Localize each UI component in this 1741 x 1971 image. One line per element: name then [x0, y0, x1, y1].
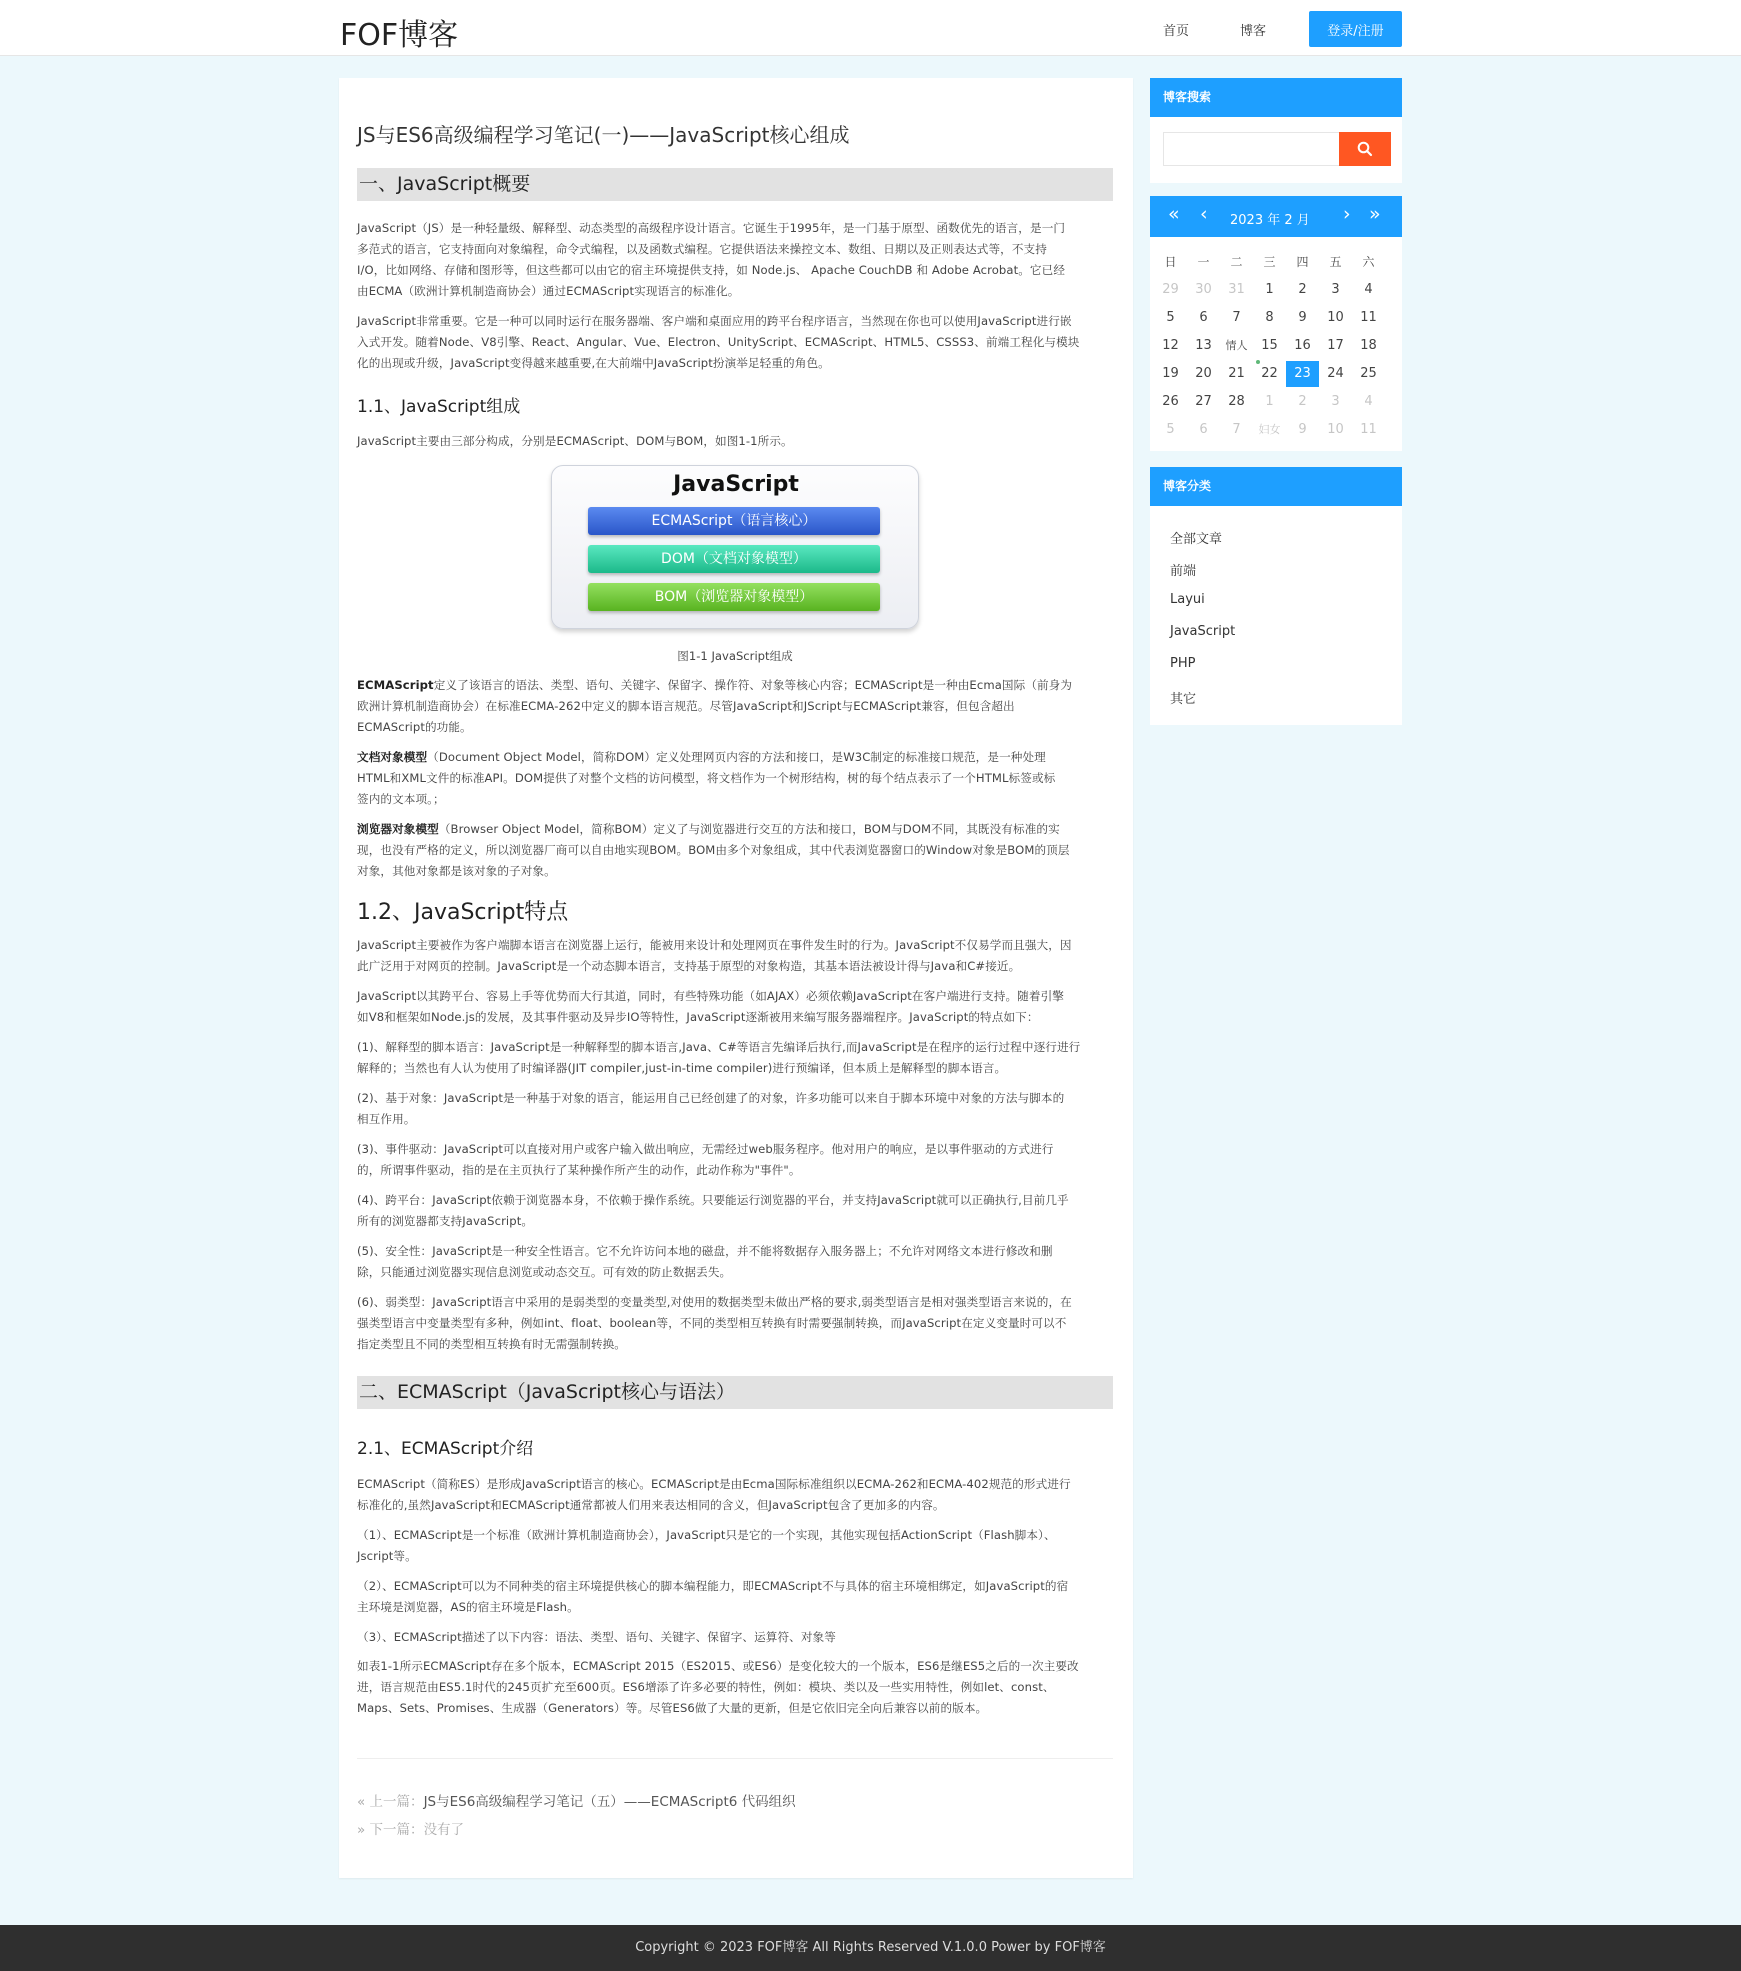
prev-month-icon[interactable]: ‹: [1200, 203, 1208, 225]
subsection-heading: 2.1、ECMAScript介绍: [357, 1439, 534, 1459]
login-register-button[interactable]: 登录/注册: [1309, 11, 1402, 47]
next-year-icon[interactable]: »: [1369, 203, 1381, 225]
calendar-panel: [1150, 196, 1402, 451]
top-navbar: [0, 0, 1741, 56]
search-panel: [1150, 78, 1402, 183]
calendar-day[interactable]: 31: [1228, 282, 1245, 297]
calendar-weekday: 四: [1296, 255, 1309, 269]
term-dom: 文档对象模型: [357, 750, 428, 764]
calendar-day[interactable]: 10: [1327, 422, 1344, 437]
search-panel-title: 博客搜索: [1150, 78, 1402, 117]
paragraph-text: （Browser Object Model，简称BOM）定义了与浏览器进行交互的方法和接口，BOM与DOM不同，其既没有标准的实 现，也没有严格的定义，所以浏览器厂商可以自由地实现BOM。BOM由多个对象组成，其中代表浏览器窗口的Window对象是BOM的顶层 对象，其他对象都是该对象的子对象。: [357, 822, 1070, 878]
section-heading-2: 二、ECMAScript（JavaScript核心与语法）: [357, 1376, 1113, 1409]
calendar-weekday: 五: [1329, 255, 1342, 269]
calendar-day[interactable]: 22: [1261, 366, 1278, 381]
nav-home-link[interactable]: 首页: [1163, 24, 1190, 39]
next-post-text: 没有了: [423, 1822, 465, 1838]
calendar-day[interactable]: 17: [1327, 338, 1344, 353]
figure-bar-bom: BOM（浏览器对象模型）: [588, 583, 880, 611]
category-layui[interactable]: Layui: [1170, 592, 1205, 607]
calendar-day[interactable]: 6: [1199, 310, 1208, 325]
calendar-day[interactable]: 24: [1327, 366, 1344, 381]
calendar-day[interactable]: 7: [1232, 422, 1241, 437]
paragraph: JavaScript非常重要。它是一种可以同时运行在服务器端、客户端和桌面应用的跨平台程序语言，当然现在你也可以使用JavaScript进行嵌 入式开发。随着Node、V8引擎、React、Angular、Vue、Electron、UnityScript、ECMAScript、HTML5、CSSS3、前端工程化与模块 化的出现或升级，JavaScript变得越来越重要,在大前端中JavaScript扮演举足轻重的角色。: [357, 314, 1080, 370]
calendar-day[interactable]: 28: [1228, 394, 1245, 409]
paragraph-text: 定义了该语言的语法、类型、语句、关键字、保留字、操作符、对象等核心内容；ECMAScript是一种由Ecma国际（前身为 欧洲计算机制造商协会）在标准ECMA-262中定义的脚本语言规范。尽管JavaScript和JScript与ECMAScript兼容，但包含超出 ECMAScript的功能。: [357, 678, 1073, 734]
search-button[interactable]: [1339, 132, 1391, 166]
calendar-day[interactable]: 3: [1331, 282, 1340, 297]
calendar-weekday: 二: [1230, 255, 1243, 269]
calendar-day[interactable]: 16: [1294, 338, 1311, 353]
calendar-day[interactable]: 8: [1265, 310, 1274, 325]
paragraph-text: （Document Object Model，简称DOM）定义处理网页内容的方法和接口，是W3C制定的标准接口规范，是一种处理 HTML和XML文件的标准API。DOM提供了对整个文档的访问模型，将文档作为一个树形结构，树的每个结点表示了一个HTML标签或标 签内的文本项。；: [357, 750, 1056, 806]
paragraph: (3)、事件驱动：JavaScript可以直接对用户或客户输入做出响应，无需经过web服务程序。他对用户的响应，是以事件驱动的方式进行 的，所谓事件驱动，指的是在主页执行了某种操作所产生的动作，此动作称为"事件"。: [357, 1142, 1054, 1177]
calendar-weekday: 三: [1263, 255, 1276, 269]
footer: Copyright © 2023 FOF博客 All Rights Reserved V.1.0.0 Power by FOF博客: [0, 1925, 1741, 1971]
calendar-day[interactable]: 27: [1195, 394, 1212, 409]
calendar-day[interactable]: 12: [1162, 338, 1179, 353]
article-title: JS与ES6高级编程学习笔记(一)——JavaScript核心组成: [357, 123, 850, 147]
category-javascript[interactable]: JavaScript: [1170, 624, 1236, 639]
category-panel-title: 博客分类: [1150, 467, 1402, 506]
paragraph: 如表1-1所示ECMAScript存在多个版本，ECMAScript 2015（ES2015、或ES6）是变化较大的一个版本，ES6是继ES5之后的一次主要改 进，语言规范由ES5.1时代的245页扩充至600页。ES6增添了许多必要的特性，例如：模块、类以及一些实用特性，例如let、const、 Maps、Sets、Promises、生成器（Generators）等。尽管ES6做了大量的更新，但是它依旧完全向后兼容以前的版本。: [357, 1659, 1079, 1715]
calendar-day[interactable]: 9: [1298, 422, 1307, 437]
calendar-day[interactable]: 2: [1298, 394, 1307, 409]
calendar-weekday: 一: [1197, 255, 1210, 269]
previous-label: « 上一篇：: [357, 1794, 424, 1810]
figure-bar-dom: DOM（文档对象模型）: [588, 545, 880, 573]
previous-post-link[interactable]: JS与ES6高级编程学习笔记（五）——ECMAScript6 代码组织: [423, 1794, 796, 1810]
calendar-header: [1150, 196, 1402, 237]
calendar-day[interactable]: 11: [1360, 422, 1377, 437]
article-card: [339, 78, 1133, 1878]
term-bom: 浏览器对象模型: [357, 822, 439, 836]
category-all[interactable]: 全部文章: [1170, 532, 1223, 547]
paragraph: JavaScript（JS）是一种轻量级、解释型、动态类型的高级程序设计语言。它诞生于1995年，是一门基于原型、函数优先的语言，是一门 多范式的语言，它支持面向对象编程，命令式编程，以及函数式编程。它提供语法来操控文本、数组、日期以及正则表达式等，不支持 I/O，比如网络、存储和图形等，但这些都可以由它的宿主环境提供支持，如 Node.js、 Apache CouchDB 和 Adobe Acrobat。它已经 由ECMA（欧洲计算机制造商协会）通过ECMAScript实现语言的标准化。: [357, 221, 1066, 298]
term-ecmascript: ECMAScript: [357, 678, 434, 692]
next-month-icon[interactable]: ›: [1343, 203, 1351, 225]
figure-title: JavaScript: [673, 472, 799, 497]
calendar-day[interactable]: 4: [1364, 394, 1373, 409]
paragraph-dom: [357, 747, 1113, 810]
paragraph-ecmascript: [357, 675, 1113, 738]
subsection-heading: 1.1、JavaScript组成: [357, 397, 521, 417]
holiday-dot: [1256, 360, 1260, 364]
calendar-day[interactable]: 妇女: [1258, 423, 1281, 436]
paragraph: ECMAScript（简称ES）是形成JavaScript语言的核心。ECMAScript是由Ecma国际标准组织以ECMA-262和ECMA-402规范的形式进行 标准化的,虽然JavaScript和ECMAScript通常都被人们用来表达相同的含义，但JavaScript包含了更加多的内容。: [357, 1477, 1071, 1512]
site-logo[interactable]: FOF博客: [340, 18, 459, 53]
figure-caption: 图1-1 JavaScript组成: [677, 649, 793, 663]
calendar-title[interactable]: 2023 年 2 月: [1230, 213, 1310, 228]
calendar-day[interactable]: 5: [1166, 310, 1175, 325]
calendar-day[interactable]: 29: [1162, 282, 1179, 297]
calendar-day[interactable]: 13: [1195, 338, 1212, 353]
calendar-day[interactable]: 30: [1195, 282, 1212, 297]
paragraph: (1)、解释型的脚本语言：JavaScript是一种解释型的脚本语言,Java、C#等语言先编译后执行,而JavaScript是在程序的运行过程中逐行进行 解释的；当然也有人认为使用了时编译器(JIT compiler,just-in-time compiler)进行预编译，但本质上是解释型的脚本语言。: [357, 1040, 1081, 1075]
section-heading-1: 一、JavaScript概要: [357, 168, 1113, 201]
next-label: » 下一篇：: [357, 1822, 424, 1838]
paragraph-bom: [357, 819, 1113, 882]
search-icon: [1357, 141, 1373, 157]
paragraph: （3）、ECMAScript描述了以下内容：语法、类型、语句、关键字、保留字、运算符、对象等: [357, 1630, 836, 1644]
paragraph: （2）、ECMAScript可以为不同种类的宿主环境提供核心的脚本编程能力，即ECMAScript不与具体的宿主环境相绑定，如JavaScript的宿 主环境是浏览器，AS的宿主环境是Flash。: [357, 1579, 1069, 1614]
calendar-day[interactable]: 6: [1199, 422, 1208, 437]
paragraph: JavaScript主要被作为客户端脚本语言在浏览器上运行，能被用来设计和处理网页在事件发生时的行为。JavaScript不仅易学而且强大，因 此广泛用于对网页的控制。JavaScript是一个动态脚本语言，支持基于原型的对象构造，其基本语法被设计得与Java和C#接近。: [357, 938, 1072, 973]
divider: [357, 1758, 1113, 1759]
category-panel: [1150, 467, 1402, 725]
calendar-weekday: 日: [1164, 255, 1177, 269]
paragraph: (6)、弱类型：JavaScript语言中采用的是弱类型的变量类型,对使用的数据类型未做出严格的要求,弱类型语言是相对强类型语言来说的，在 强类型语言中变量类型有多种，例如int、float、boolean等，不同的类型相互转换有时需要强制转换，而JavaScript在定义变量时可以不 指定类型且不同的类型相互转换有时无需强制转换。: [357, 1295, 1072, 1351]
calendar-day[interactable]: 9: [1298, 310, 1307, 325]
calendar-day[interactable]: 4: [1364, 282, 1373, 297]
previous-post: [357, 1790, 796, 1810]
category-frontend[interactable]: 前端: [1170, 564, 1197, 579]
calendar-day[interactable]: 11: [1360, 310, 1377, 325]
calendar-day[interactable]: 2: [1298, 282, 1307, 297]
paragraph: JavaScript以其跨平台、容易上手等优势而大行其道，同时，有些特殊功能（如AJAX）必须依赖JavaScript在客户端进行支持。随着引擎 如V8和框架如Node.js的发展，及其事件驱动及异步IO等特性，JavaScript逐渐被用来编写服务器端程序。JavaScript的特点如下：: [357, 989, 1064, 1024]
calendar-day[interactable]: 15: [1261, 338, 1278, 353]
paragraph: JavaScript主要由三部分构成，分别是ECMAScript、DOM与BOM，如图1-1所示。: [357, 434, 793, 448]
javascript-composition-figure: [551, 465, 919, 629]
calendar-day[interactable]: 5: [1166, 422, 1175, 437]
next-post: [357, 1818, 464, 1838]
calendar-day[interactable]: 26: [1162, 394, 1179, 409]
search-input[interactable]: [1163, 132, 1341, 166]
calendar-day[interactable]: 3: [1331, 394, 1340, 409]
calendar-day[interactable]: 21: [1228, 366, 1245, 381]
calendar-day[interactable]: 情人: [1225, 339, 1248, 352]
category-other[interactable]: 其它: [1170, 692, 1197, 707]
calendar-day[interactable]: 25: [1360, 366, 1377, 381]
calendar-day[interactable]: 1: [1265, 394, 1274, 409]
paragraph: (2)、基于对象：JavaScript是一种基于对象的语言，能运用自己已经创建了的对象，许多功能可以来自于脚本环境中对象的方法与脚本的 相互作用。: [357, 1091, 1065, 1126]
calendar-day[interactable]: 20: [1195, 366, 1212, 381]
figure-bar-ecmascript: ECMAScript（语言核心）: [588, 507, 880, 535]
paragraph: （1）、ECMAScript是一个标准（欧洲计算机制造商协会），JavaScript只是它的一个实现，其他实现包括ActionScript（Flash脚本）、 Jscript等。: [357, 1528, 1056, 1563]
calendar-day[interactable]: 23: [1286, 361, 1319, 387]
calendar-weekday: 六: [1362, 255, 1375, 269]
paragraph: (5)、安全性：JavaScript是一种安全性语言。它不允许访问本地的磁盘，并不能将数据存入服务器上；不允许对网络文本进行修改和删 除，只能通过浏览器实现信息浏览或动态交互。可有效的防止数据丢失。: [357, 1244, 1053, 1279]
prev-year-icon[interactable]: «: [1168, 203, 1180, 225]
nav-blog-link[interactable]: 博客: [1240, 24, 1267, 39]
category-php[interactable]: PHP: [1170, 656, 1196, 671]
subsection-heading: 1.2、JavaScript特点: [357, 900, 569, 925]
calendar-day[interactable]: 7: [1232, 310, 1241, 325]
calendar-day[interactable]: 10: [1327, 310, 1344, 325]
calendar-day[interactable]: 1: [1265, 282, 1274, 297]
calendar-day[interactable]: 19: [1162, 366, 1179, 381]
calendar-day[interactable]: 18: [1360, 338, 1377, 353]
paragraph: (4)、跨平台：JavaScript依赖于浏览器本身，不依赖于操作系统。只要能运行浏览器的平台，并支持JavaScript就可以正确执行,目前几乎 所有的浏览器都支持JavaScript。: [357, 1193, 1069, 1228]
